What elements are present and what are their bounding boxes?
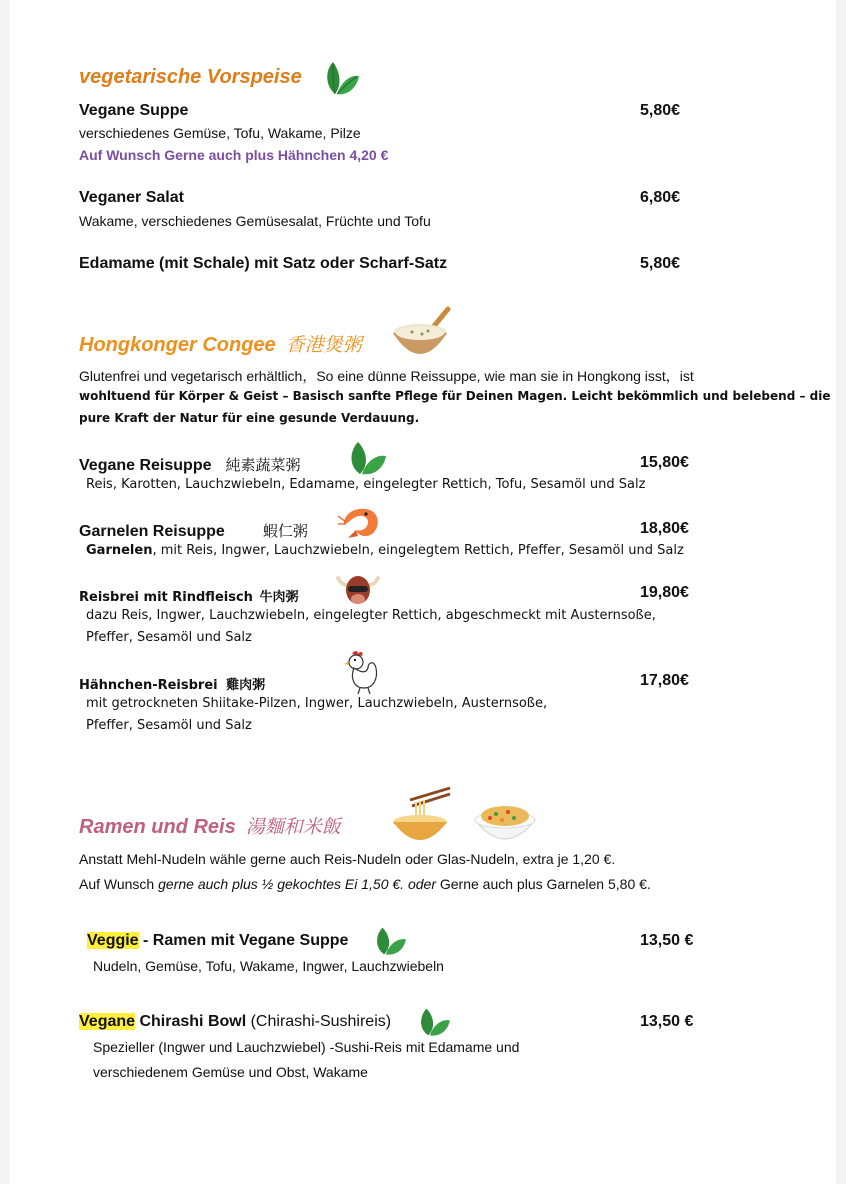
item-name-haehnchen — [79, 674, 265, 693]
item-name-vegane-reisuppe — [79, 454, 301, 475]
leaf-icon — [321, 58, 361, 98]
item-desc-garnelen-bold: Garnelen — [86, 543, 153, 558]
congee-intro-line-2: wohltuend für Körper & Geist – Basisch sanfte Pflege für Deinen Magen. Leicht bekömmlich und belebend – die — [79, 389, 831, 403]
leaf-icon — [416, 1007, 452, 1037]
item-cjk-garnelen-reisuppe: 蝦仁粥 — [262, 522, 308, 540]
item-price-veganer-salat: 6,80€ — [640, 189, 681, 206]
item-desc-garnelen-reisuppe — [86, 543, 684, 558]
item-desc-haehnchen-line-1: mit getrockneten Shiitake-Pilzen, Ingwer, Lauchzwiebeln, Austernsoße, — [86, 696, 548, 711]
item-price-edamame: 5,80€ — [640, 255, 681, 272]
item-price-rindfleisch: 19,80€ — [640, 584, 689, 601]
ramen-intro-2a: Auf Wunsch — [79, 876, 159, 892]
item-price-chirashi: 13,50 € — [640, 1013, 694, 1030]
fried-rice-icon — [472, 798, 538, 848]
item-name-chirashi-bold: Chirashi Bowl — [135, 1013, 247, 1030]
congee-intro-line-3: pure Kraft der Natur für eine gesunde Verdauung. — [79, 411, 420, 425]
item-price-vegane-suppe: 5,80€ — [640, 102, 681, 119]
item-desc-rindfleisch-line-1: dazu Reis, Ingwer, Lauchzwiebeln, eingelegter Rettich, abgeschmeckt mit Austernsoße, — [86, 608, 656, 623]
item-name-veganer-salat: Veganer Salat — [79, 189, 184, 206]
ramen-intro-line-1: Anstatt Mehl-Nudeln wähle gerne auch Reis-Nudeln oder Glas-Nudeln, extra je 1,20 €. — [79, 851, 616, 867]
section-title-congee-text: Hongkonger Congee — [79, 334, 276, 356]
section-title-ramen-cjk: 湯麵和米飯 — [245, 816, 341, 838]
section-title-vorspeise: vegetarische Vorspeise — [79, 66, 302, 88]
item-highlight-vegane: Vegane — [79, 1013, 136, 1030]
congee-bowl-icon — [390, 305, 452, 365]
item-name-chirashi-plain: (Chirashi-Sushireis) — [246, 1013, 392, 1030]
item-price-garnelen-reisuppe: 18,80€ — [640, 520, 689, 537]
bull-head-icon — [336, 572, 380, 608]
item-name-edamame: Edamame (mit Schale) mit Satz oder Scharf-Satz — [79, 255, 448, 272]
item-price-veggie-ramen: 13,50 € — [640, 932, 694, 949]
ramen-intro-line-2 — [79, 876, 651, 892]
item-cjk-haehnchen: 雞肉粥 — [226, 678, 266, 693]
item-desc-vegane-reisuppe: Reis, Karotten, Lauchzwiebeln, Edamame, eingelegter Rettich, Tofu, Sesamöl und Salz — [86, 477, 646, 492]
item-name-haehnchen-text: Hähnchen-Reisbrei — [79, 678, 218, 693]
item-cjk-rindfleisch: 牛肉粥 — [259, 590, 299, 605]
congee-intro-line-1: Glutenfrei und vegetarisch erhältlich，So eine dünne Reissuppe, wie man sie in Hongkong isst，ist — [79, 368, 694, 384]
item-desc-garnelen-rest: , mit Reis, Ingwer, Lauchzwiebeln, eingelegtem Rettich, Pfeffer, Sesamöl und Salz — [152, 543, 684, 558]
leaf-icon — [372, 926, 408, 956]
item-desc-vegane-suppe: verschiedenes Gemüse, Tofu, Wakame, Pilze — [79, 125, 361, 141]
item-name-vegane-reisuppe-text: Vegane Reisuppe — [79, 457, 212, 474]
item-desc-haehnchen-line-2: Pfeffer, Sesamöl und Salz — [86, 718, 252, 733]
item-highlight-veggie: Veggie — [87, 932, 139, 949]
section-title-ramen — [79, 812, 341, 839]
item-desc-chirashi-line-2: verschiedenem Gemüse und Obst, Wakame — [93, 1064, 368, 1080]
item-desc-rindfleisch-line-2: Pfeffer, Sesamöl und Salz — [86, 630, 252, 645]
item-name-rindfleisch — [79, 586, 298, 605]
item-name-garnelen-reisuppe — [79, 520, 308, 541]
ramen-intro-2c: Gerne auch plus Garnelen 5,80 €. — [435, 876, 651, 892]
item-note-vegane-suppe: Auf Wunsch Gerne auch plus Hähnchen 4,20 € — [79, 147, 389, 163]
shrimp-icon — [336, 504, 382, 542]
item-desc-veganer-salat: Wakame, verschiedenes Gemüsesalat, Früchte und Tofu — [79, 213, 431, 229]
item-name-veggie-ramen-rest: - Ramen mit Vegane Suppe — [138, 932, 349, 949]
item-desc-chirashi-line-1: Spezieller (Ingwer und Lauchzwiebel) -Sushi-Reis mit Edamame und — [93, 1039, 520, 1055]
menu-page — [10, 0, 836, 1184]
item-name-vegane-suppe: Vegane Suppe — [79, 102, 189, 119]
item-name-garnelen-reisuppe-text: Garnelen Reisuppe — [79, 523, 225, 540]
item-desc-veggie-ramen: Nudeln, Gemüse, Tofu, Wakame, Ingwer, Lauchzwiebeln — [93, 958, 444, 974]
item-name-chirashi — [79, 1013, 391, 1031]
item-name-rindfleisch-text: Reisbrei mit Rindfleisch — [79, 590, 253, 605]
rooster-icon — [342, 648, 382, 696]
item-name-veggie-ramen — [87, 932, 348, 950]
ramen-bowl-icon — [390, 786, 452, 848]
leaf-icon — [346, 440, 388, 476]
ramen-intro-2b: gerne auch plus ½ gekochtes Ei 1,50 €. oder — [158, 876, 436, 892]
item-price-haehnchen: 17,80€ — [640, 672, 689, 689]
item-cjk-vegane-reisuppe: 純素蔬菜粥 — [225, 456, 301, 474]
section-title-ramen-text: Ramen und Reis — [79, 816, 236, 838]
section-title-congee — [79, 330, 362, 357]
item-price-vegane-reisuppe: 15,80€ — [640, 454, 689, 471]
section-title-congee-cjk: 香港煲粥 — [285, 334, 362, 356]
